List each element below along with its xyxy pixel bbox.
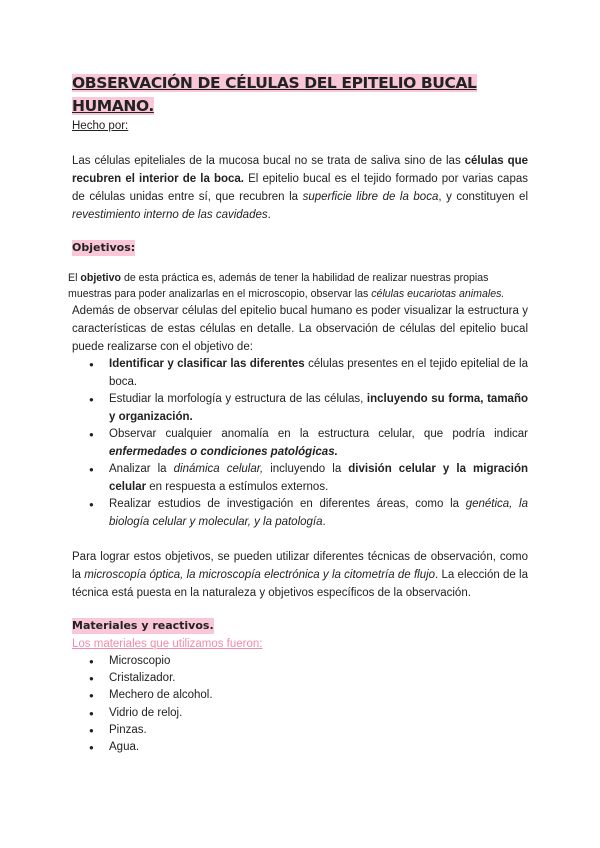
materiales-subheading: Los materiales que utilizamos fueron: bbox=[72, 638, 263, 650]
objetivos-description: Además de observar células del epitelio bucal humano es poder visualizar la estructura y características de estas células en detalle. La observación de células del epitelio bucal puede realizarse con el objetivo de: bbox=[72, 305, 528, 353]
document-title bbox=[72, 72, 528, 118]
list-item: ● Microscopio bbox=[72, 653, 528, 670]
objetivo-paragraph: El objetivo de esta práctica es, además de tener la habilidad de realizar nuestras propias muestras para poder analizarlas en el microscopio, observar las células eucariotas animales. bbox=[68, 272, 505, 300]
list-item: ● Identificar y clasificar las diferentes células presentes en el tejido epitelial de la boca. bbox=[72, 356, 528, 391]
list-item: ● Observar cualquier anomalía en la estructura celular, que podría indicar enfermedades o condiciones patológicas. bbox=[72, 426, 528, 461]
materiales-heading: Materiales y reactivos. bbox=[72, 619, 214, 632]
list-item: ● Cristalizador. bbox=[72, 670, 528, 687]
tecnicas-paragraph: Para lograr estos objetivos, se pueden utilizar diferentes técnicas de observación, como la microscopía óptica, la microscopía electrónica y la citometría de flujo. La elección de la técnica está puesta en la naturaleza y objetivos específicos de la observación. bbox=[72, 551, 528, 599]
list-item: ● Estudiar la morfología y estructura de las células, incluyendo su forma, tamaño y organización. bbox=[72, 391, 528, 426]
byline: Hecho por: bbox=[72, 120, 129, 132]
list-item: ● Agua. bbox=[72, 739, 528, 756]
list-item: ● Mechero de alcohol. bbox=[72, 687, 528, 704]
list-item: ● Analizar la dinámica celular, incluyendo la división celular y la migración celular en respuesta a estímulos externos. bbox=[72, 461, 528, 496]
objetivos-list bbox=[72, 356, 528, 531]
document-content bbox=[68, 72, 529, 756]
title-line-2: HUMANO. bbox=[72, 97, 154, 115]
title-line-1: OBSERVACIÓN DE CÉLULAS DEL EPITELIO BUCAL bbox=[72, 74, 477, 92]
list-item: ● Pinzas. bbox=[72, 722, 528, 739]
intro-paragraph: Las células epiteliales de la mucosa bucal no se trata de saliva sino de las células que recubren el interior de la boca. El epitelio bucal es el tejido formado por varias capas de células unidas entre sí, que recubren la superficie libre de la boca, y constituyen el revestimiento interno de las cavidades. bbox=[72, 155, 529, 221]
list-item: ● Vidrio de reloj. bbox=[72, 705, 528, 722]
list-item: ● Realizar estudios de investigación en diferentes áreas, como la genética, la biología celular y molecular, y la patología. bbox=[72, 496, 528, 531]
materiales-list bbox=[72, 653, 528, 756]
objetivos-heading: Objetivos: bbox=[72, 241, 136, 254]
